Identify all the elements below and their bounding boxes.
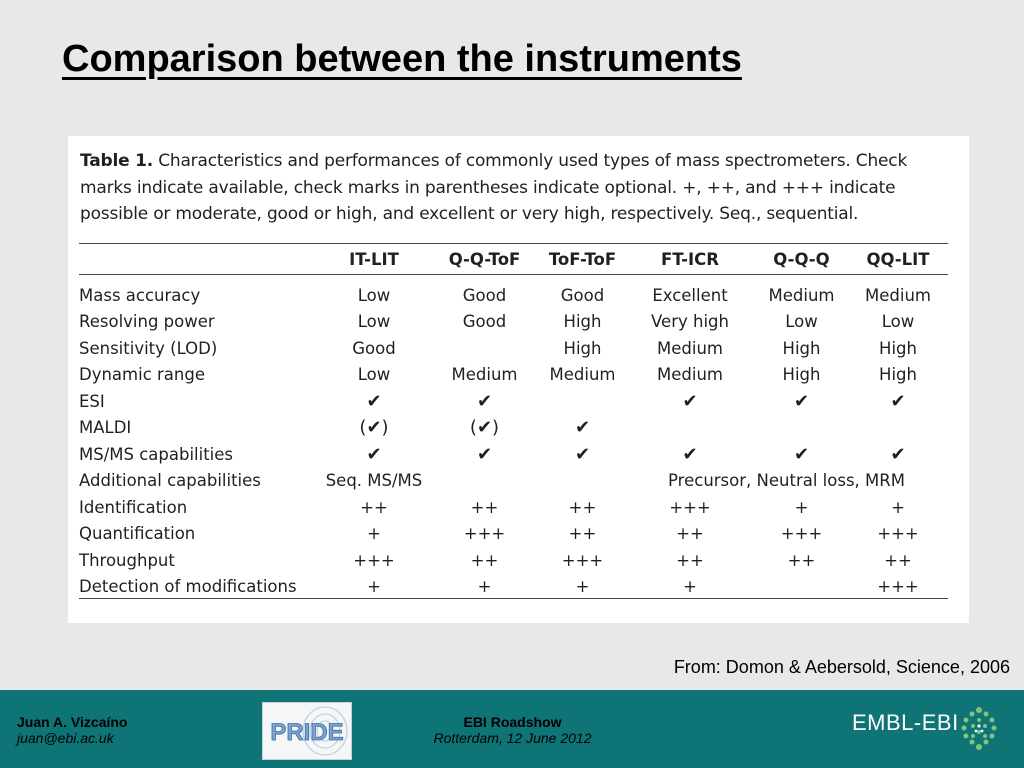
check-mark-cell: ✔ — [574, 417, 591, 439]
table-row — [79, 494, 948, 521]
table-caption-line-3: possible or moderate, good or high, and excellent or very high, respectively. Seq., sequential. — [80, 204, 859, 224]
table-cell: Excellent — [652, 285, 728, 305]
table-cell: Medium — [768, 285, 835, 305]
table-cell: High — [879, 338, 917, 358]
table-cell: +++ — [353, 550, 395, 570]
table-row — [79, 309, 948, 336]
table-cell: ++ — [568, 497, 597, 517]
table-cell: Medium — [451, 365, 518, 385]
table-cell-spanning: Precursor, Neutral loss, MRM — [668, 471, 905, 491]
check-mark-cell: (✔) — [359, 417, 389, 439]
column-header: ToF-ToF — [548, 249, 617, 269]
table-cell: +++ — [669, 497, 711, 517]
table-row — [79, 274, 948, 309]
table-cell: High — [782, 338, 821, 358]
table-cell: + — [575, 577, 590, 597]
table-cell: +++ — [780, 524, 823, 544]
table-caption-line-1: Characteristics and performances of commonly used types of mass spectrometers. Check — [153, 151, 908, 171]
table-cell: Good — [462, 285, 507, 305]
table-cell: ++ — [884, 550, 912, 570]
column-header: Q-Q-ToF — [448, 249, 521, 269]
column-header: QQ-LIT — [866, 249, 930, 269]
column-header: Q-Q-Q — [773, 249, 830, 269]
column-header: IT-LIT — [349, 249, 399, 269]
pride-logo — [262, 702, 352, 760]
row-label: Sensitivity (LOD) — [79, 338, 218, 358]
table-cell: Seq. MS/MS — [325, 471, 423, 491]
pride-logo-graphic — [263, 703, 351, 759]
check-mark-cell: ✔ — [574, 443, 591, 465]
row-label: Additional capabilities — [79, 471, 261, 491]
table-cell: Low — [357, 365, 391, 385]
table-cell: Medium — [657, 365, 723, 385]
table-cell: Low — [785, 312, 818, 332]
table-row — [79, 335, 948, 362]
table-cell: + — [367, 577, 381, 597]
table-cell: Good — [560, 285, 605, 305]
row-label: Resolving power — [79, 312, 215, 332]
event-block — [395, 714, 630, 746]
table-cell: Low — [881, 312, 915, 332]
table-cell — [625, 415, 755, 442]
table-cell — [755, 415, 848, 442]
row-label: Throughput — [79, 550, 175, 570]
check-mark-cell: ✔ — [793, 390, 810, 412]
check-mark-cell: ✔ — [682, 443, 698, 465]
table-figure — [68, 136, 969, 623]
table-cell — [755, 574, 848, 601]
row-label: Quantification — [79, 524, 196, 544]
table-cell: +++ — [877, 577, 919, 597]
table-cell: High — [782, 365, 821, 385]
check-mark-cell: ✔ — [366, 390, 382, 412]
author-name: Juan A. Vizcaíno — [17, 714, 128, 730]
row-label: ESI — [79, 391, 105, 411]
table-row — [79, 521, 948, 548]
table-cell: + — [794, 497, 809, 517]
table-cell: Good — [462, 312, 507, 332]
event-place: Rotterdam, 12 June 2012 — [433, 730, 592, 746]
table-row — [79, 574, 948, 601]
pride-logo-text: PRIDE — [270, 719, 344, 746]
check-mark-cell: ✔ — [890, 443, 906, 465]
check-mark-cell: (✔) — [469, 417, 500, 439]
column-header: FT-ICR — [661, 249, 719, 269]
table-row — [79, 468, 948, 495]
table-cell: Medium — [657, 338, 723, 358]
table-row — [79, 362, 948, 389]
comparison-table — [79, 244, 948, 600]
event-name: EBI Roadshow — [463, 714, 562, 730]
table-cell: +++ — [561, 550, 604, 570]
table-cell: Low — [357, 285, 391, 305]
table-cell: + — [891, 497, 905, 517]
table-cell: Medium — [549, 365, 616, 385]
table-cell: Good — [352, 338, 396, 358]
table-row — [79, 547, 948, 574]
author-email[interactable]: juan@ebi.ac.uk — [17, 730, 114, 746]
table-cell: Medium — [865, 285, 931, 305]
table-caption-line-2: marks indicate available, check marks in parentheses indicate optional. +, ++, and +++ indicate — [80, 177, 896, 198]
table-cell: ++ — [676, 524, 704, 544]
row-label: MS/MS capabilities — [79, 444, 234, 464]
table-cell: + — [683, 577, 697, 597]
embl-ebi-logo: EMBL-EBI — [852, 710, 959, 735]
row-label: Mass accuracy — [79, 285, 201, 305]
table-cell: Low — [357, 312, 391, 332]
slide-title: Comparison between the instruments — [62, 38, 742, 80]
hexagon-cluster-icon — [956, 704, 1002, 754]
check-mark-cell: ✔ — [682, 390, 698, 412]
table-cell: + — [477, 577, 492, 597]
table-cell-empty — [429, 468, 625, 495]
table-cell — [848, 415, 948, 442]
table-cell: ++ — [470, 550, 499, 570]
table-cell: High — [563, 312, 602, 332]
header-blank — [79, 244, 319, 274]
row-label: Dynamic range — [79, 365, 205, 385]
table-cell: ++ — [676, 550, 704, 570]
check-mark-cell: ✔ — [366, 443, 382, 465]
table-caption-label: Table 1. — [80, 151, 154, 171]
table-cell: High — [879, 365, 917, 385]
check-mark-cell: ✔ — [890, 390, 906, 412]
check-mark-cell: ✔ — [476, 390, 493, 412]
row-label: Detection of modifications — [79, 577, 297, 597]
table-cell: ++ — [787, 550, 816, 570]
table-cell: +++ — [463, 524, 506, 544]
table-row — [79, 415, 948, 442]
table-row — [79, 388, 948, 415]
table-cell: ++ — [470, 497, 499, 517]
source-citation: From: Domon & Aebersold, Science, 2006 — [673, 657, 1010, 677]
table-cell: Very high — [651, 312, 729, 332]
table-cell: High — [563, 338, 602, 358]
table-header-row — [79, 244, 948, 274]
table-cell — [429, 335, 540, 362]
table-row — [79, 441, 948, 468]
check-mark-cell: ✔ — [793, 443, 810, 465]
table-cell: ++ — [568, 524, 597, 544]
row-label: MALDI — [79, 418, 132, 438]
row-label: Identification — [79, 497, 188, 517]
table-cell: +++ — [877, 524, 919, 544]
table-cell: ++ — [360, 497, 388, 517]
check-mark-cell: ✔ — [476, 443, 493, 465]
table-cell: + — [367, 524, 381, 544]
table-cell — [540, 388, 625, 415]
table-caption — [80, 148, 955, 228]
author-block — [17, 714, 127, 746]
footer-bar — [0, 690, 1024, 768]
